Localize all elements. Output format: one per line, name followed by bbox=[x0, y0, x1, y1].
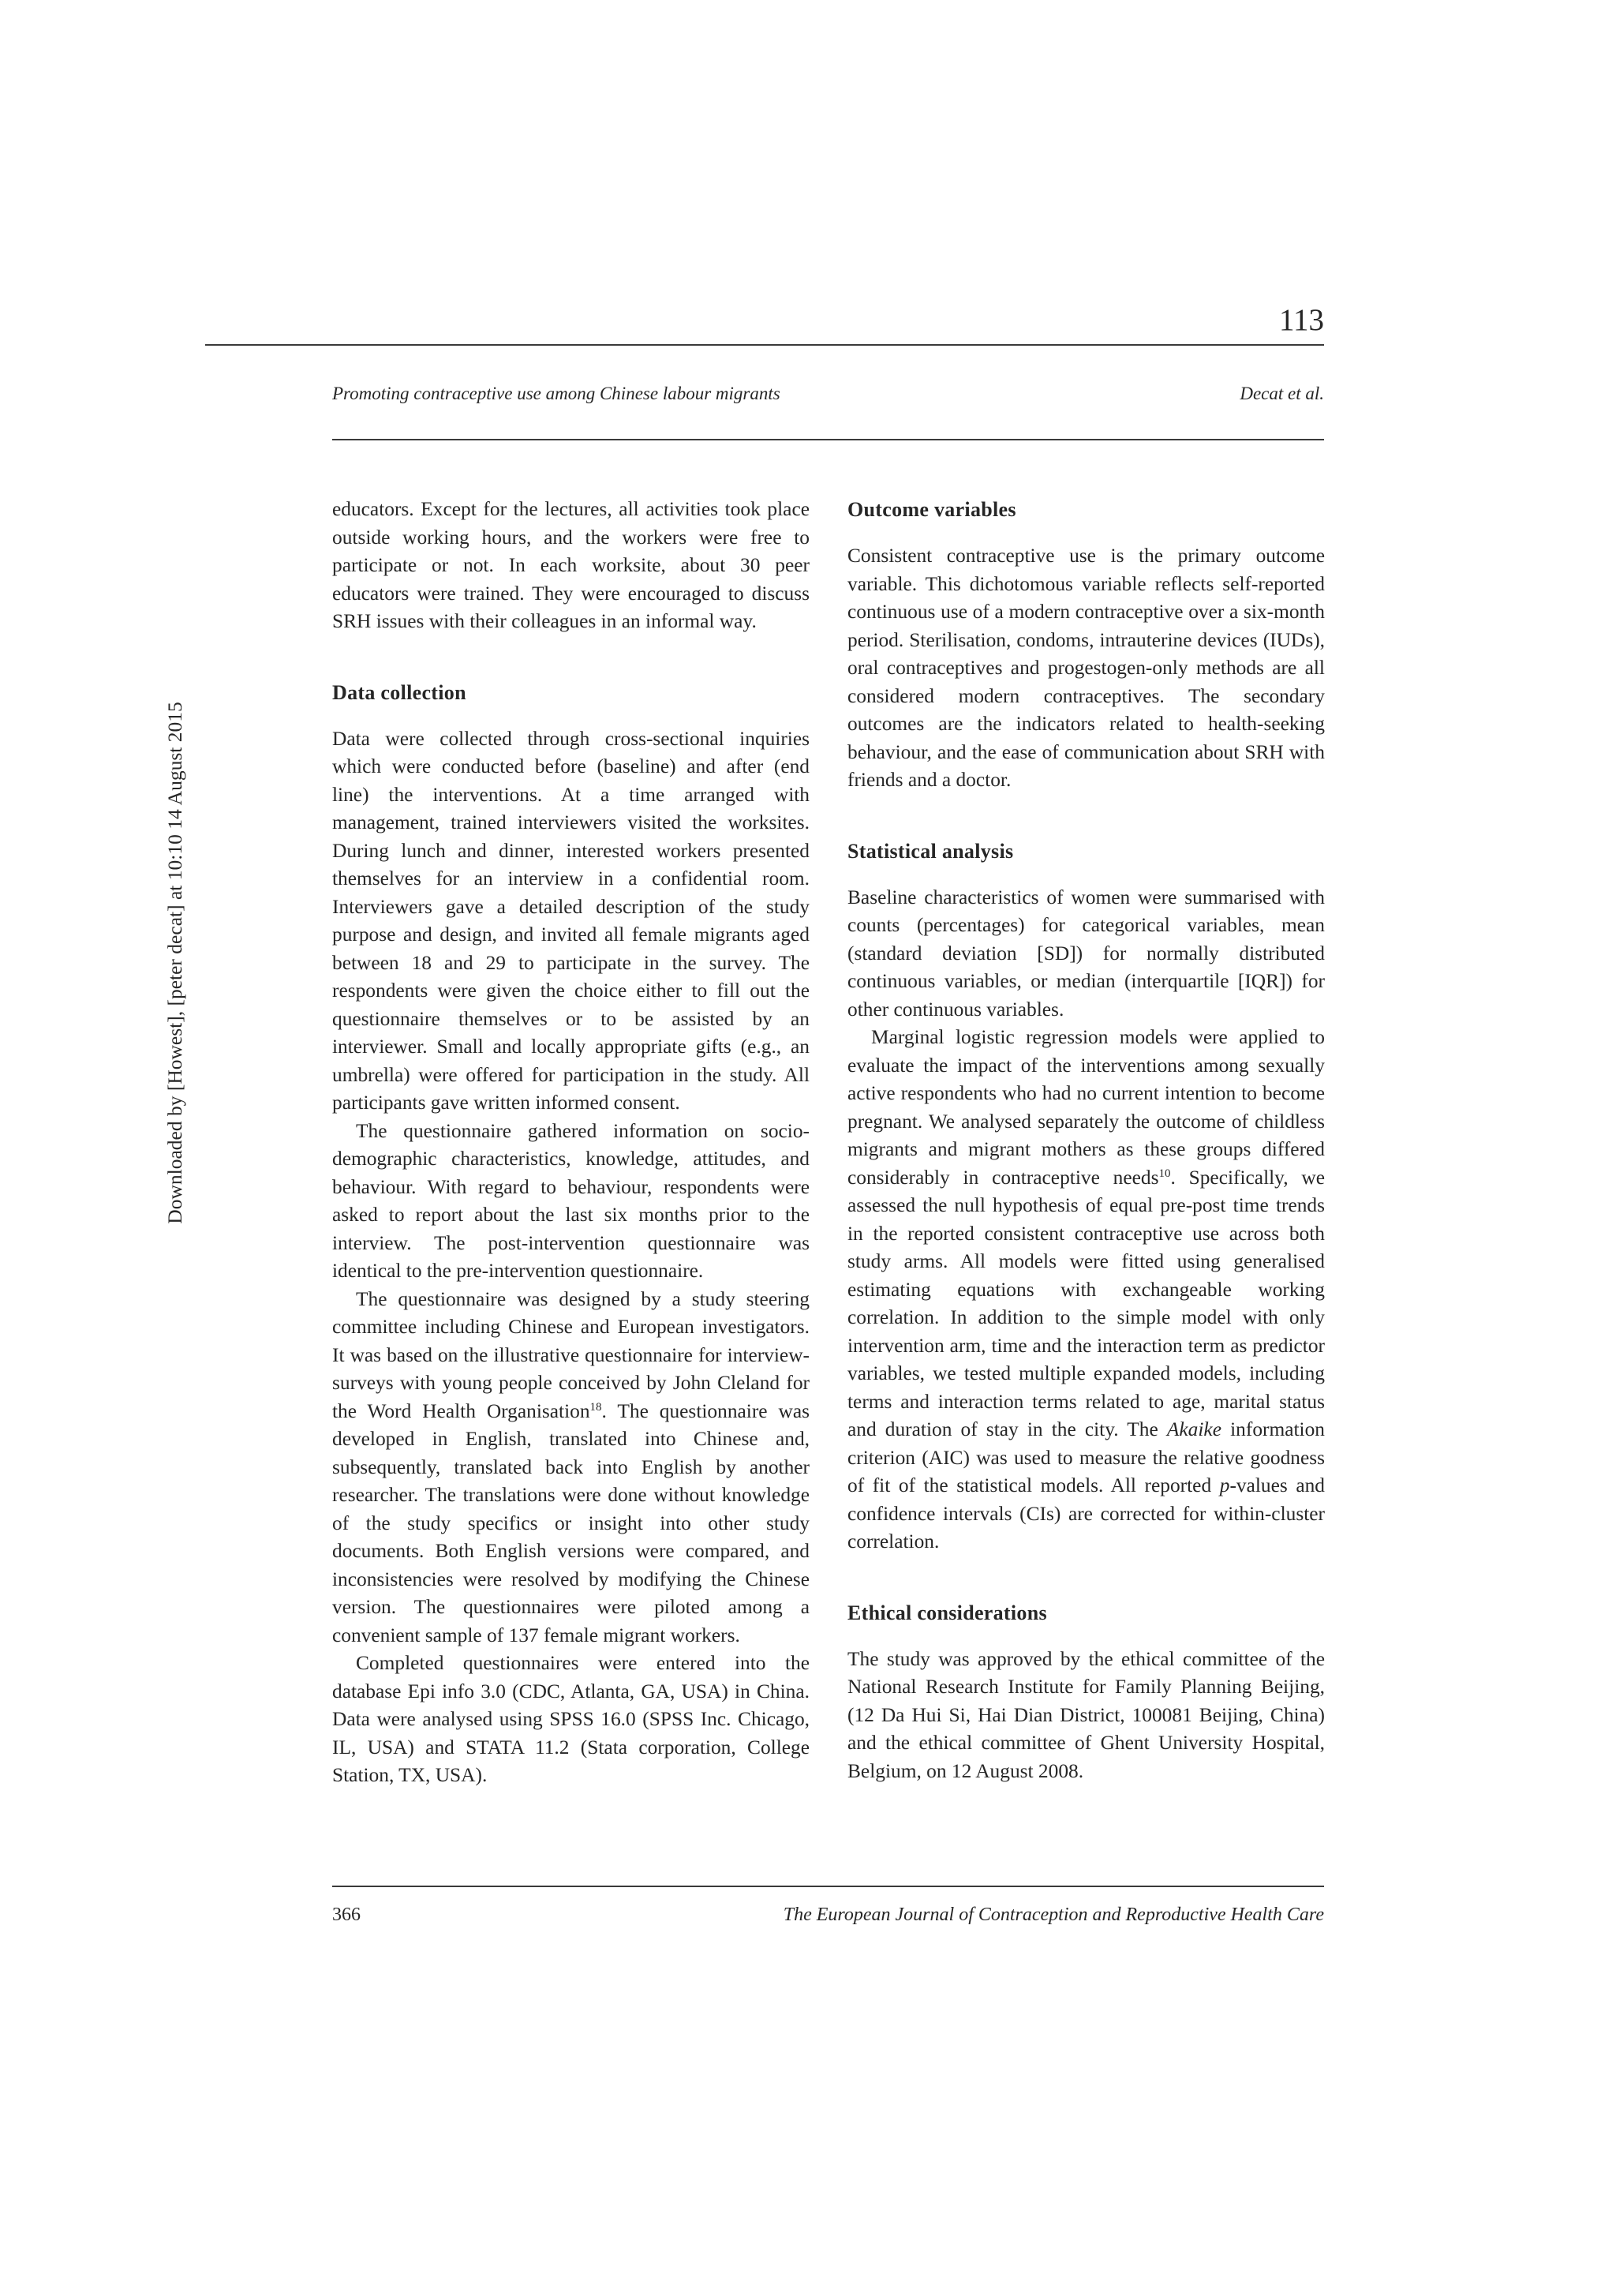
statistical-analysis-paragraph-1: Baseline characteristics of women were summarised with counts (percentages) for categorical variables, mean (standard deviation [SD]) for normally distributed continuous variables, or median (interquartile [IQR]) for other continuous variables. bbox=[847, 886, 1325, 1021]
running-title: Promoting contraceptive use among Chinese labour migrants bbox=[332, 384, 780, 403]
footer-journal-title: The European Journal of Contraception and Reproductive Health Care bbox=[783, 1905, 1324, 1925]
heading-outcome-variables: Outcome variables bbox=[847, 498, 1016, 521]
sa-text-a: Marginal logistic regression models were applied to evaluate the impact of the interventions among sexually active respondents who had no current intention to become pregnant. We analysed separately the outcome of childless migrants and migrant mothers as these groups differed considerably in contraceptive needs bbox=[847, 1026, 1325, 1189]
ethical-considerations-paragraph: The study was approved by the ethical committee of the National Research Institute for Family Planning Beijing, (12 Da Hui Si, Hai Dian District, 100081 Beijing, China) and the ethical committee of Ghent University Hospital, Belgium, on 12 August 2008. bbox=[847, 1647, 1325, 1782]
header-bottom-rule bbox=[332, 439, 1324, 440]
running-authors: Decat et al. bbox=[1240, 384, 1324, 403]
heading-data-collection: Data collection bbox=[332, 680, 466, 704]
left-column bbox=[332, 496, 810, 1790]
data-collection-paragraph-4: Completed questionnaires were entered into the database Epi info 3.0 (CDC, Atlanta, GA, USA) in China. Data were analysed using SPSS 16.0 (SPSS Inc. Chicago, IL, USA) and STATA 11.2 (Stata corporation, College Station, TX, USA). bbox=[332, 1652, 810, 1786]
sa-text-d: -values and confidence intervals (CIs) are corrected for within-cluster correlation. bbox=[847, 1474, 1325, 1553]
footer-rule bbox=[332, 1886, 1324, 1887]
p3-text-b: . The questionnaire was developed in English, translated into Chinese and, subsequently, translated back into English by another researcher. The translations were done without knowledge of the study specifics or insight into other study documents. Both English versions were compared, and inconsistencies were resolved by modifying the Chinese version. The questionnaires were piloted among a convenient sample of 137 female migrant workers. bbox=[332, 1399, 810, 1646]
header-page-number: 113 bbox=[1278, 303, 1324, 337]
download-watermark-text: Downloaded by [Howest], [peter decat] at 10:10 14 August 2015 bbox=[163, 702, 186, 1224]
reference-10: 10 bbox=[1158, 1167, 1171, 1180]
reference-18: 18 bbox=[589, 1400, 602, 1414]
sa-italic-p: p bbox=[1219, 1474, 1230, 1496]
right-column bbox=[847, 496, 1325, 1785]
data-collection-paragraph-2: The questionnaire gathered information on sociodemographic characteristics, knowledge, attitudes, and behaviour. With regard to behaviour, respondents were asked to report about the last six months prior to the interview. The post-intervention questionnaire was identical to the pre-intervention questionnaire. bbox=[332, 1119, 810, 1282]
statistical-analysis-paragraph-2 bbox=[847, 1024, 1325, 1556]
header-rule bbox=[205, 344, 1324, 346]
sa-text-b: . Specifically, we assessed the null hypothesis of equal pre-post time trends in the reported consistent contraceptive use across both study arms. All models were fitted using generalised estimating equations with exchangeable working correlation. In addition to the simple model with only intervention arm, time and the interaction term as predictor variables, we tested multiple expanded models, including terms and interaction terms related to age, marital status and duration of stay in the city. The bbox=[847, 1166, 1325, 1440]
heading-ethical-considerations: Ethical considerations bbox=[847, 1601, 1047, 1624]
footer-page-number: 366 bbox=[332, 1905, 361, 1925]
data-collection-paragraph-3 bbox=[332, 1286, 810, 1650]
outcome-variables-paragraph: Consistent contraceptive use is the primary outcome variable. This dichotomous variable reflects self-reported continuous use of a modern contraceptive over a six-month period. Sterilisation, condoms, intrauterine devices (IUDs), oral contraceptives and progestogen-only methods are all considered modern contraceptives. The secondary outcomes are the indicators related to health-seeking behaviour, and the ease of communication about SRH with friends and a doctor. bbox=[847, 545, 1325, 791]
sa-text-c: information criterion (AIC) was used to measure the relative goodness of fit of the statistical models. All reported bbox=[847, 1418, 1325, 1496]
data-collection-paragraph-1: Data were collected through cross-sectional inquiries which were conducted before (baseline) and after (end line) the interventions. At a time arranged with management, trained interviewers visited the worksites. During lunch and dinner, interested workers presented themselves for an interview in a confidential room. Interviewers gave a detailed description of the study purpose and design, and invited all female migrants aged between 18 and 29 to participate in the survey. The respondents were given the choice either to fill out the questionnaire themselves or to be assisted by an interviewer. Small and locally appropriate gifts (e.g., an umbrella) were offered for participation in the study. All participants gave written informed consent. bbox=[332, 727, 810, 1114]
p3-text-a: The questionnaire was designed by a study steering committee including Chinese and European investigators. It was based on the illustrative questionnaire for interview-surveys with young people conceived by John Cleland for the Word Health Organisation bbox=[332, 1287, 810, 1422]
sa-italic-akaike: Akaike bbox=[1166, 1418, 1221, 1440]
heading-statistical-analysis: Statistical analysis bbox=[847, 839, 1014, 863]
intro-paragraph: educators. Except for the lectures, all activities took place outside working hours, and the workers were free to participate or not. In each worksite, about 30 peer educators were trained. They were encouraged to discuss SRH issues with their colleagues in an informal way. bbox=[332, 498, 810, 632]
